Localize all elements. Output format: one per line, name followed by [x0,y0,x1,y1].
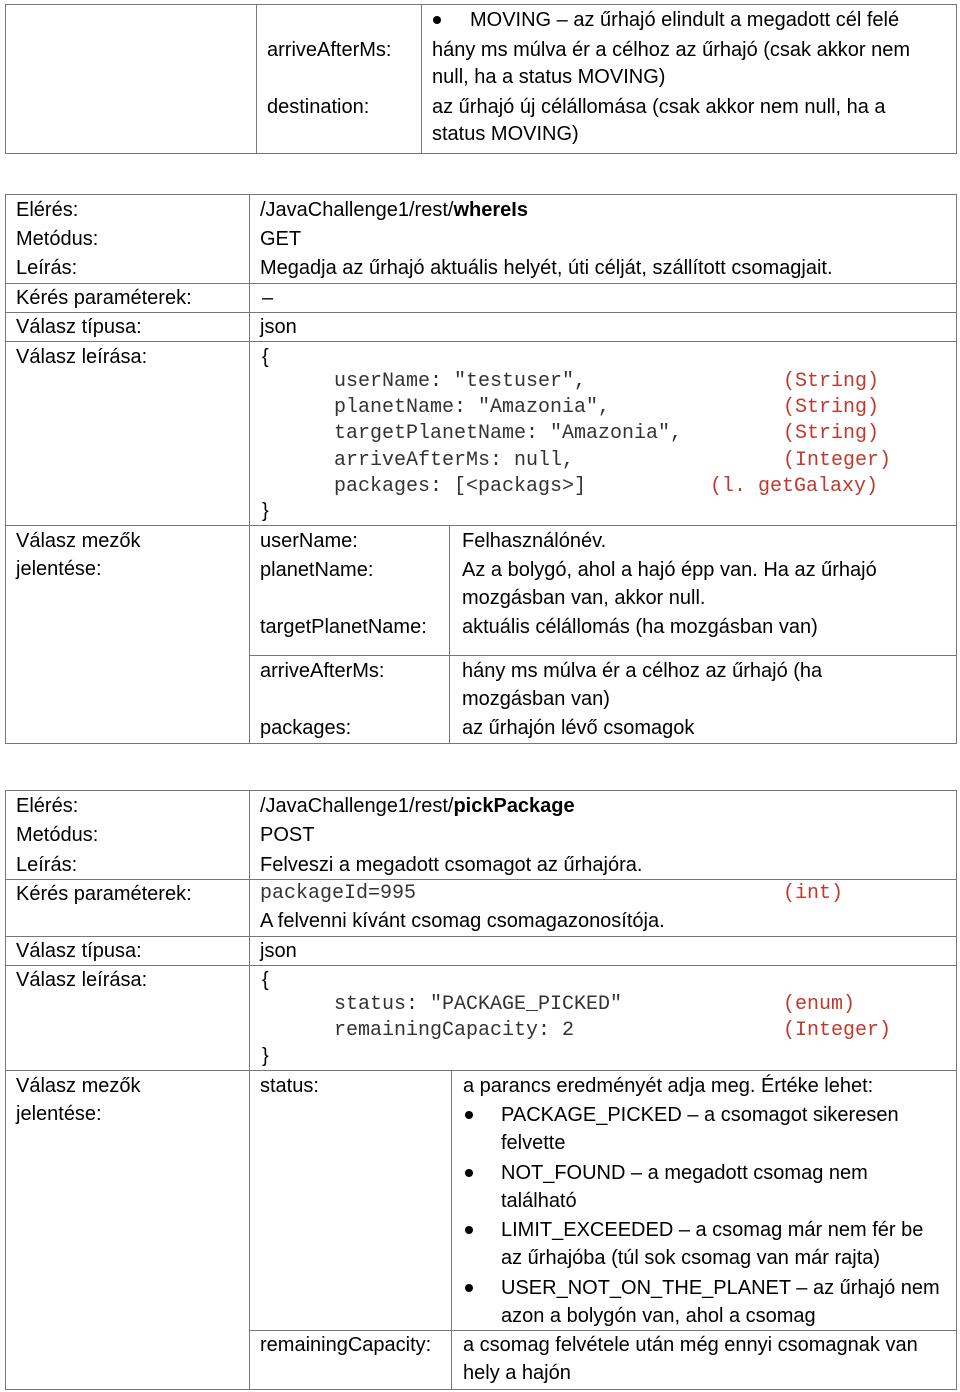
endpoint-path-prefix: /JavaChallenge1/rest/ [260,199,454,221]
status-value-line: azon a bolygón van, ahol a csomag [501,1305,816,1327]
label-access: Elérés: [16,199,79,221]
field-desc: mozgásban van, akkor null. [462,587,706,609]
status-intro: a parancs eredményét adja meg. Értéke lehet: [463,1075,874,1097]
field-desc-line: az űrhajó új célállomása (csak akkor nem null, ha a [432,96,886,118]
json-brace-close: } [262,500,269,522]
field-desc-line: status MOVING) [432,123,579,145]
description-value: Megadja az űrhajó aktuális helyét, úti célját, szállított csomagjait. [260,257,833,279]
field-desc-line: hány ms múlva ér a célhoz az űrhajó (csak akkor nem [432,39,910,61]
json-type: (String) [783,396,880,419]
json-type: (String) [783,422,880,445]
endpoint-path-name: whereIs [453,199,528,221]
label-resp-fields: Válasz mezők [16,1075,141,1097]
params-value: – [262,287,274,309]
json-type: (String) [783,370,880,393]
bullet-icon [465,1226,473,1234]
field-name: planetName: [260,559,374,581]
json-type: (enum) [783,993,856,1016]
label-resp-fields: Válasz mezők [16,530,141,552]
json-brace-close: } [262,1045,269,1067]
label-resp-fields-2: jelentése: [16,1103,102,1125]
method-value: POST [260,824,315,846]
json-line: targetPlanetName: "Amazonia", [334,422,683,445]
field-desc: a csomag felvétele után még ennyi csomagnak van [463,1334,918,1356]
param-code: packageId=995 [260,882,417,905]
label-method: Metódus: [16,824,99,846]
field-name-remaining-capacity: remainingCapacity: [260,1334,432,1356]
label-params: Kérés paraméterek: [16,287,192,309]
json-line: status: "PACKAGE_PICKED" [334,993,623,1016]
bullet-icon [465,1111,473,1119]
field-desc: aktuális célállomás (ha mozgásban van) [462,616,818,638]
label-params: Kérés paraméterek: [16,883,192,905]
label-resp-desc: Válasz leírása: [16,969,148,991]
field-name-status: status: [260,1075,319,1097]
field-name: packages: [260,717,352,739]
json-line: packages: [<packags>] [334,475,587,498]
label-resp-type: Válasz típusa: [16,940,142,962]
param-desc: A felvenni kívánt csomag csomagazonosítója. [260,910,665,932]
field-desc: Az a bolygó, ahol a hajó épp van. Ha az űrhajó [462,559,877,581]
json-brace-open: { [262,346,269,368]
json-type: (Integer) [783,1019,892,1042]
field-desc: hány ms múlva ér a célhoz az űrhajó (ha [462,660,823,682]
status-value-line: NOT_FOUND – a megadott csomag nem [501,1162,868,1184]
status-value-line: az űrhajóba (túl sok csomag van már rajta) [501,1247,881,1269]
status-value-line: található [501,1190,577,1212]
label-resp-desc: Válasz leírása: [16,346,148,368]
label-resp-type: Válasz típusa: [16,316,142,338]
json-line: remainingCapacity: 2 [334,1019,575,1042]
moving-status-text: MOVING – az űrhajó elindult a megadott cél felé [470,9,900,31]
label-access: Elérés: [16,795,79,817]
json-type: (l. getGalaxy) [710,475,879,498]
resp-type-value: json [260,940,297,962]
field-desc: hely a hajón [463,1362,571,1384]
field-desc: az űrhajón lévő csomagok [462,717,695,739]
field-desc-line: null, ha a status MOVING) [432,66,666,88]
json-line: userName: "testuser", [334,370,587,393]
bullet-icon [465,1169,473,1177]
json-line: arriveAfterMs: null, [334,449,575,472]
field-label-arriveaftems: arriveAfterMs: [267,39,392,61]
field-desc: mozgásban van) [462,688,610,710]
endpoint-path [260,792,575,820]
field-label-destination: destination: [267,96,370,118]
endpoint-path-name: pickPackage [453,795,575,817]
status-value-line: felvette [501,1132,566,1154]
json-brace-open: { [262,969,269,991]
field-name: targetPlanetName: [260,616,427,638]
json-line: planetName: "Amazonia", [334,396,611,419]
method-value: GET [260,228,302,250]
label-resp-fields-2: jelentése: [16,558,102,580]
param-type: (int) [783,882,844,905]
label-description: Leírás: [16,257,78,279]
status-value-line: PACKAGE_PICKED – a csomagot sikeresen [501,1104,899,1126]
endpoint-path [260,196,528,224]
status-value-line: USER_NOT_ON_THE_PLANET – az űrhajó nem [501,1277,940,1299]
field-name: userName: [260,530,358,552]
field-name: arriveAfterMs: [260,660,385,682]
label-method: Metódus: [16,228,99,250]
resp-type-value: json [260,316,297,338]
json-type: (Integer) [783,449,892,472]
endpoint-path-prefix: /JavaChallenge1/rest/ [260,795,454,817]
bullet-icon [433,16,441,24]
field-desc: Felhasználónév. [462,530,607,552]
status-value-line: LIMIT_EXCEEDED – a csomag már nem fér be [501,1219,924,1241]
description-value: Felveszi a megadott csomagot az űrhajóra. [260,854,643,876]
bullet-icon [465,1284,473,1292]
label-description: Leírás: [16,854,78,876]
